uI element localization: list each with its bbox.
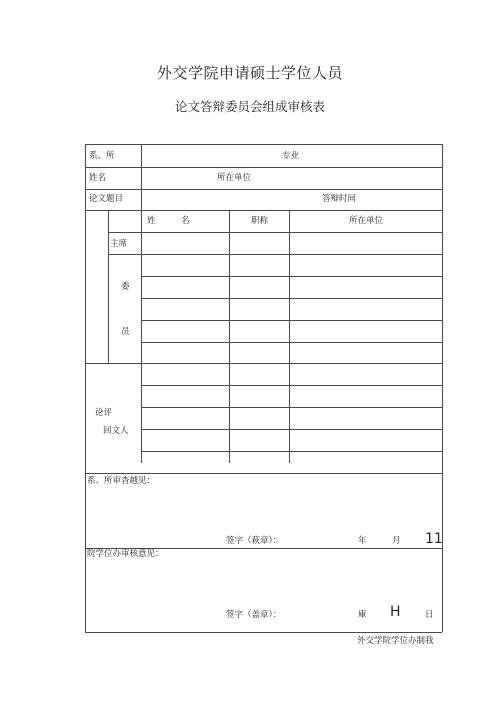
major-label: 专业 <box>282 151 300 161</box>
table-border-top <box>85 144 442 145</box>
table-border-bottom <box>85 632 442 633</box>
committee-col-unit: 所在单位 <box>349 216 384 226</box>
form-footer: 外交学院学位办制我 <box>357 636 434 646</box>
dept-label: 系、所 <box>89 151 115 161</box>
reviewers-label-1: 论评 <box>95 408 113 418</box>
member-label-2: 员 <box>121 327 130 337</box>
office-opinion-label: 院学位办审核意见： <box>87 549 164 559</box>
dept-opinion-year: 年 <box>358 536 367 546</box>
member-label-1: 委 <box>121 282 130 292</box>
dept-opinion-label: 系、所审杳越见： <box>87 476 156 486</box>
dept-opinion-month: 月 <box>392 536 401 546</box>
form-title-line2: 论文答辩委员会组成审核表 <box>174 99 325 114</box>
unit-label: 所在单位 <box>217 173 252 183</box>
reviewers-label-2: 回文人 <box>103 426 129 436</box>
office-opinion-year: 庫 <box>358 610 367 620</box>
form-title-line1: 外交学院申请硕士学位人员 <box>156 64 343 82</box>
name-label: 姓名 <box>89 173 107 183</box>
office-opinion-month: H <box>390 604 401 620</box>
chair-label: 主席 <box>110 239 128 249</box>
thesis-topic-label: 论文题目 <box>89 194 124 204</box>
office-opinion-day: 日 <box>425 610 434 620</box>
defense-time-label: 答辩时间 <box>322 194 357 204</box>
office-opinion-sign: 签字（盖章）： <box>226 610 282 620</box>
committee-col-name: 姓 名 <box>147 216 190 226</box>
dept-opinion-day: 11 <box>425 531 443 547</box>
table-border-left <box>85 144 86 632</box>
dept-opinion-sign: 签字（萩章）： <box>226 536 282 546</box>
committee-col-title: 职称 <box>251 216 269 226</box>
table-border-right <box>442 144 443 632</box>
